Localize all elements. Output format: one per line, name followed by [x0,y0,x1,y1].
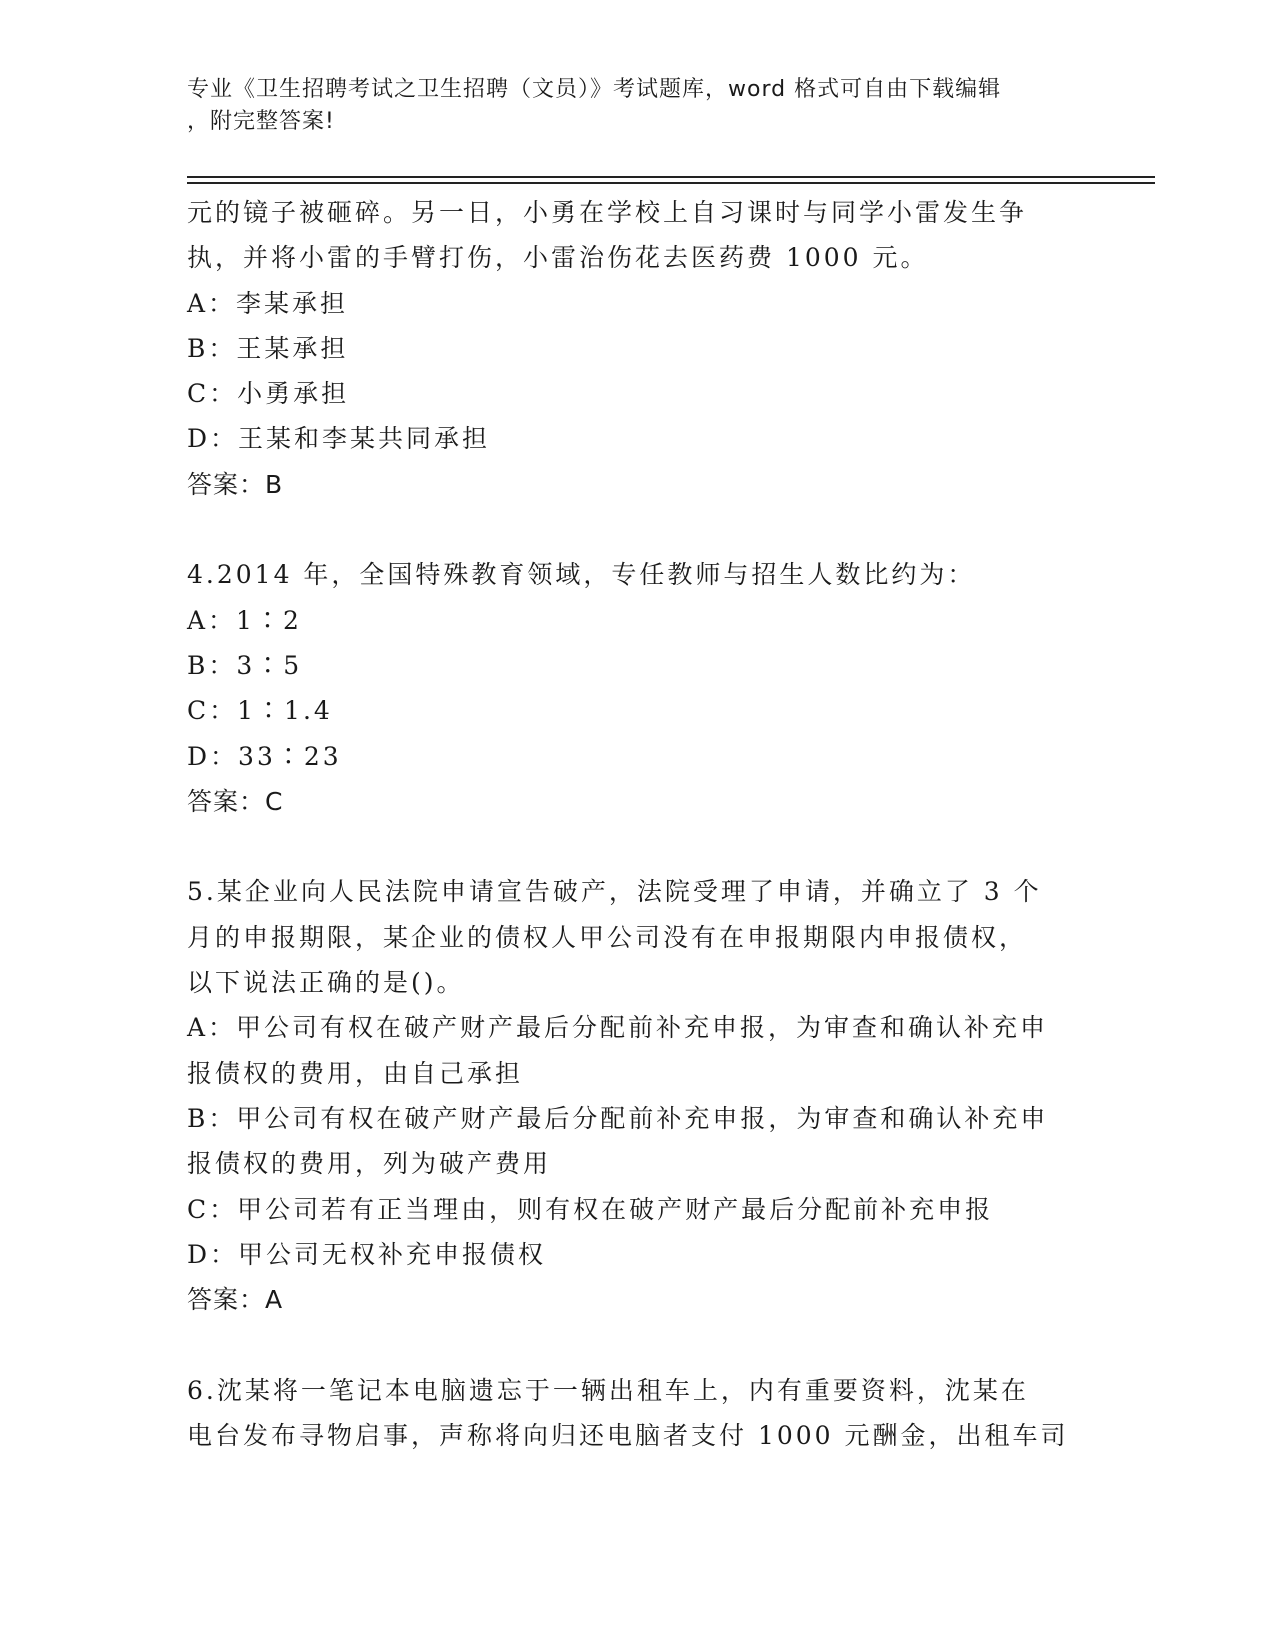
header-line-1: 专业《卫生招聘考试之卫生招聘（文员）》考试题库，word 格式可自由下载编辑 [187,77,1002,102]
spacer [187,1322,1087,1367]
q3-answer: 答案：B [187,469,284,499]
q5-option-a-line-2: 报债权的费用，由自己承担 [187,1058,524,1088]
q5-stem-line-3: 以下说法正确的是()。 [187,968,465,998]
header-line-2: ，附完整答案! [187,109,335,134]
q3-stem-line-1: 元的镜子被砸碎。另一日，小勇在学校上自习课时与同学小雷发生争 [187,198,1028,227]
q4-option-a: A：1∶2 [187,605,302,635]
q4-option-b: B：3∶5 [187,650,303,680]
q5-option-b-line-2: 报债权的费用，列为破产费用 [187,1149,552,1179]
header-divider-top [187,176,1155,178]
document-header [187,74,1067,138]
spacer [187,824,1087,869]
question-body [187,190,1087,1458]
q4-option-d: D：33∶23 [187,741,342,771]
q5-answer: 答案：A [187,1285,284,1315]
q4-answer: 答案：C [187,786,284,816]
q5-option-a-line-1: A：甲公司有权在破产财产最后分配前补充申报，为审查和确认补充申 [187,1013,1049,1043]
q3-option-b: B：王某承担 [187,333,349,363]
q5-option-b-line-1: B：甲公司有权在破产财产最后分配前补充申报，为审查和确认补充申 [187,1103,1049,1133]
q3-stem-line-2: 执，并将小雷的手臂打伤，小雷治伤花去医药费 1000 元。 [187,243,929,273]
q3-option-d: D：王某和李某共同承担 [187,424,491,454]
q6-stem-line-2: 电台发布寻物启事，声称将向归还电脑者支付 1000 元酬金，出租车司 [187,1421,1069,1451]
q5-option-c: C：甲公司若有正当理由，则有权在破产财产最后分配前补充申报 [187,1194,994,1224]
q5-stem-line-1: 5.某企业向人民法院申请宣告破产，法院受理了申请，并确立了 3 个 [187,877,1042,907]
q5-stem-line-2: 月的申报期限，某企业的债权人甲公司没有在申报期限内申报债权， [187,922,1028,952]
q6-stem-line-1: 6.沈某将一笔记本电脑遗忘于一辆出租车上，内有重要资料，沈某在 [187,1375,1029,1405]
q4-option-c: C：1∶1.4 [187,696,333,726]
q4-stem: 4.2014 年，全国特殊教育领域，专任教师与招生人数比约为： [187,560,976,590]
spacer [187,507,1087,552]
q5-option-d: D：甲公司无权补充申报债权 [187,1239,547,1269]
q3-option-a: A：李某承担 [187,288,349,318]
q3-option-c: C：小勇承担 [187,379,350,409]
header-divider-bottom [187,182,1155,184]
